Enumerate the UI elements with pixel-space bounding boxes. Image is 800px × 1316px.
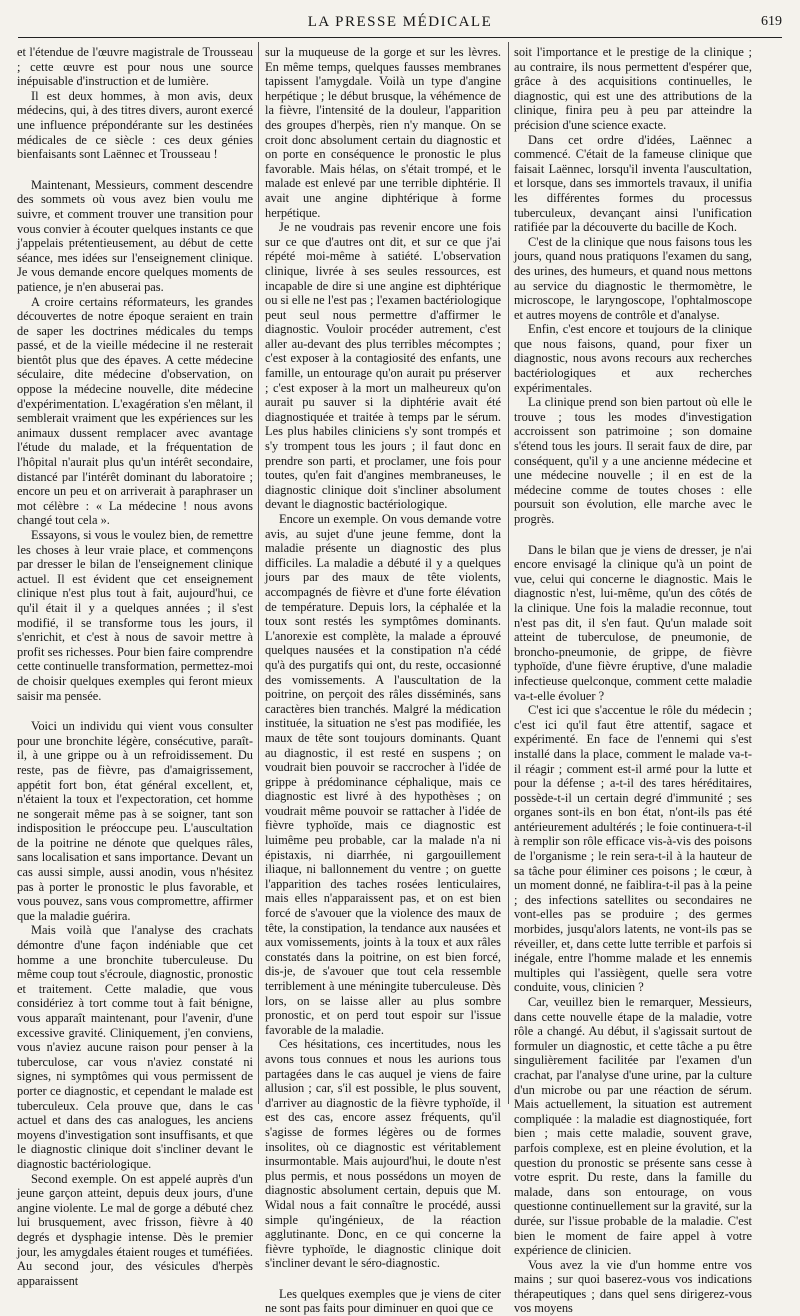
text-column (265, 45, 501, 1316)
text-column (17, 45, 254, 1288)
paragraph: A croire certains réformateurs, les grandes découvertes de notre époque seraient en train de saper les doctrines médicales du temps passé, et de la vieille médecine il ne resterait bientôt plus que des épaves. A cette médecine séculaire, dite médecine d'observation, on oppose la médecine nouvelle, dite médecine d'expérimentation. L'exagération s'en mêlant, il semblerait vraiment que les expériences sur les animaux dussent remplacer avec avantage l'étude du malade, et la fréquentation de l'hôpital n'aurait plus qu'un intérêt secondaire, distancé par l'intérêt dominant du laboratoire ; encore un peu et on arriverait à paraphraser un mot célèbre : « La médecine ! nous avons changé tout cela ». (17, 294, 253, 528)
column-divider (258, 42, 259, 1104)
paragraph: Voici un individu qui vient vous consulter pour une bronchite légère, consécutive, paraît-il, à une grippe ou à un refroidissement. Du reste, pas de fièvre, pas d'amaigrissement, appétit fort bon, état général excellent, et, n'étaient la toux et l'expectoration, cet homme ne songerait même pas à se soigner, tant son indisposition le préoccupe peu. L'auscultation de la poitrine ne dénote que quelques râles, sans localisation et sans importance. Devant un cas aussi simple, aussi anodin, vous n'hésitez pas à porter le pronostic le plus favorable, et vous pouvez, sans vous compromettre, affirmer que la maladie guérira. (17, 719, 253, 923)
header-rule (18, 37, 782, 38)
page-number: 619 (761, 14, 782, 29)
paragraph: Dans le bilan que je viens de dresser, je n'ai encore envisagé la clinique qu'à un point de vue, celui qui concerne le diagnostic. Mais le diagnostic n'est, lui-même, qu'un des côtés de la clinique. Une fois la maladie reconnue, tout n'est pas dit, il s'en faut. Qu'un malade soit atteint de tuberculose, de pneumonie, de broncho-pneumonie, de grippe, de fièvre typhoïde, d'une fièvre éruptive, d'une maladie infectieuse quelconque, comment cette maladie va-t-elle évoluer ? (514, 542, 752, 703)
paragraph: Second exemple. On est appelé auprès d'un jeune garçon atteint, depuis deux jours, d'une angine violente. Le mal de gorge a débuté chez lui brusquement, avec frisson, fièvre à 40 degrés et dysphagie intense. Dès le premier jour, les amygdales étaient rouges et tuméfiées. Au second jour, des vésicules d'herpès apparaissent (17, 1171, 253, 1288)
paragraph: Les quelques exemples que je viens de citer ne sont pas faits pour diminuer en quoi que ce (265, 1286, 501, 1316)
paragraph: Je ne voudrais pas revenir encore une fois sur ce que d'autres ont dit, et sur ce que j'ai répété moi-même à satiété. L'observation clinique, livrée à ses seules ressources, est incapable de dire si une angine est diphtérique ou si elle ne l'est pas ; l'examen bactériologique peut seul nous permettre d'affirmer le diagnostic. Vouloir procéder autrement, c'est aller au-devant des plus terribles mécomptes ; c'est exposer à la contagiosité des enfants, une famille, un entourage qu'on aurait pu préserver ; c'est exposer à la mort un malheureux qu'on aurait pu sauver si la diphtérie avait été diagnostiquée et traitée à temps par le sérum. Les plus habiles cliniciens s'y sont trompés et s'y trompent tous les jours ; il faut donc en prendre son parti, et proclamer, une fois pour toutes, qu'en fait d'angines membraneuses, le diagnostic clinique doit s'incliner absolument devant le diagnostic bactériologique. (265, 220, 501, 512)
paragraph: C'est de la clinique que nous faisons tous les jours, quand nous pratiquons l'examen du sang, des urines, des humeurs, et quand nous mettons au service du diagnostic le thermomètre, le microscope, le laryngoscope, l'ophtalmoscope et autres moyens de contrôle et d'analyse. (514, 234, 752, 322)
paragraph: et l'étendue de l'œuvre magistrale de Trousseau ; cette œuvre est pour nous une source inépuisable d'instruction et de lumière. (17, 45, 253, 89)
column-divider (508, 42, 509, 1104)
page-header (18, 14, 782, 36)
paragraph: Car, veuillez bien le remarquer, Messieurs, dans cette nouvelle étape de la maladie, votre rôle a changé. Au début, il s'agissait surtout de formuler un diagnostic, et cette tâche a pu être singulièrement facilitée par l'examen d'un crachat, par l'analyse d'une urine, par la culture d'un microbe ou par une réaction de sérum. Mais actuellement, la situation est autrement compliquée : la maladie est diagnostiquée, fort bien ; mais cette maladie, souvent grave, parfois complexe, est en pleine évolution, et la question du pronostic se présente sans cesse à votre esprit. Du reste, dans la famille du malade, dans son entourage, on vous questionne continuellement sur la gravité, sur la durée, sur l'issue probable de la maladie. C'est bien le moment de faire appel à votre expérience de clinicien. (514, 995, 752, 1258)
paragraph: Il est deux hommes, à mon avis, deux médecins, qui, à des titres divers, auront exercé une influence prépondérante sur les destinées médicales de ce siècle : ces deux génies bienfaisants sont Laënnec et Trousseau ! (17, 88, 253, 162)
paragraph: C'est ici que s'accentue le rôle du médecin ; c'est ici qu'il faut être attentif, sagace et expérimenté. En face de l'ennemi qui s'est installé dans la place, comment le malade va-t-il réagir ; comment est-il armé pour la lutte et pour la défense ; a-t-il des tares héréditaires, possède-t-il un certain degré d'immunité ; ses organes sont-ils en bon état, n'ont-ils pas été antérieurement adultérés ; le foie continuera-t-il à remplir son rôle efficace vis-à-vis des poisons de l'organisme ; le rein sera-t-il à la hauteur de sa tâche pour éliminer ces poisons ; le cœur, à un moment donné, ne faiblira-t-il pas à la peine ; des infections satellites ou secondaires ne vont-elles pas se produire ; des germes morbides, jusqu'alors latents, ne vont-ils pas se réveiller, et, dans cette lutte terrible et parfois si inégale, entre l'homme malade et les ennemis multiples qui l'assiègent, quelle sera votre conduite, vous, clinicien ? (514, 703, 752, 995)
journal-title: LA PRESSE MÉDICALE (307, 14, 493, 30)
paragraph: Dans cet ordre d'idées, Laënnec a commencé. C'était de la fameuse clinique que faisait Laënnec, lorsqu'il inventa l'auscultation, et lorsque, dans ses immortels travaux, il unifia les différentes formes du processus tuberculeux, devançant ainsi l'unification ratifiée par la découverte du bacille de Koch. (514, 132, 752, 235)
paragraph: Enfin, c'est encore et toujours de la clinique que nous faisons, quand, pour fixer un diagnostic, nous avons recours aux recherches bactériologiques et aux recherches expérimentales. (514, 322, 752, 395)
paragraph: sur la muqueuse de la gorge et sur les lèvres. En même temps, quelques fausses membranes tapissent l'amygdale. Voilà un type d'angine herpétique ; le début brusque, la véhémence de la fièvre, l'intensité de la douleur, l'apparition des groupes d'herpès, rien n'y manque. On se croit donc absolument certain du diagnostic et on porte en conséquence le pronostic le plus favorable. Mais hélas, on s'était trompé, et le malade est enlevé par une terrible diphtérie. Il avait une angine diphtérique à forme herpétique. (265, 45, 501, 220)
paragraph: Encore un exemple. On vous demande votre avis, au sujet d'une jeune femme, dont la maladie présente un diagnostic des plus difficiles. La maladie a débuté il y a quelques jours par des maux de tête violents, accompagnés de fièvre et d'une forte élévation de température. Depuis lors, la céphalée et la toux sont restés les symptômes dominants. L'anorexie est complète, la malade a éprouvé quelques nausées et la constipation n'a cédé qu'à des purgatifs qui ont, du reste, occasionné des vomissements. A l'auscultation de la poitrine, on perçoit des râles disséminés, sans caractères bien tranchés. Malgré la médication instituée, la situation ne s'est pas modifiée, les maux de tête sont toujours dominants. Quant au diagnostic, il est resté en suspens ; on voudrait bien pouvoir se raccrocher à l'idée de grippe à prédominance céphalique, mais ce diagnostic est livré à des hypothèses ; on voudrait même pouvoir se rattacher à l'idée de fièvre typhoïde, mais ce diagnostic est luimême peu probable, car la malade n'a ni épistaxis, ni diarrhée, ni gargouillement iliaque, ni ballonnement du ventre ; on guette l'apparition des taches rosées lenticulaires, mais elles n'apparaissent pas, et on est bien forcé de s'avouer que la violence des maux de tête, la constipation, la tendance aux nausées et aux vomissements, joints à la toux et aux râles constatés dans la poitrine, on est bien forcé, dis-je, de s'avouer que tout cela ressemble terriblement à une méningite tuberculeuse. Dès lors, on se laisse aller au plus sombre pronostic, et on perd tout espoir sur l'issue favorable de la maladie. (265, 512, 501, 1037)
paragraph: Ces hésitations, ces incertitudes, nous les avons tous connues et nous les aurions tous partagées dans le cas auquel je viens de faire allusion ; car, s'il est possible, le plus souvent, d'arriver au diagnostic de la fièvre typhoïde, il est des cas, encore assez fréquents, qu'il s'agisse de formes légères ou de formes insolites, où ce diagnostic est véritablement insurmontable. Mais aujourd'hui, le doute n'est plus permis, et nous possédons un moyen de diagnostic absolument certain, depuis que M. Widal nous a fait connaître le procédé, aussi simple qu'ingénieux, de la réaction agglutinante. Donc, en ce qui concerne la fièvre typhoïde, le diagnostic clinique doit s'incliner devant le séro-diagnostic. (265, 1037, 501, 1271)
paragraph: soit l'importance et le prestige de la clinique ; au contraire, ils nous permettent d'espérer que, grâce à des acquisitions continuelles, le diagnostic, qui est une des attributions de la clinique, finira peu à peu par atteindre la précision d'une science exacte. (514, 45, 752, 132)
paragraph: Vous avez la vie d'un homme entre vos mains ; sur quoi baserez-vous vos indications thérapeutiques ; dans quel sens dirigerez-vous vos moyens (514, 1257, 752, 1316)
paragraph: Mais voilà que l'analyse des crachats démontre d'une façon indéniable que cet homme a une bronchite tuberculeuse. Du même coup tout s'écroule, diagnostic, pronostic et traitement. Cette maladie, que vous considériez à tort comme tout à fait bénigne, vous apparaît maintenant, pour l'avenir, d'une excessive gravité. Cliniquement, j'en conviens, vous n'aviez aucune raison pour penser à la tuberculose, car vous n'aviez constaté ni signes, ni symptômes qui vous permissent de porter ce diagnostic, et cependant le malade est tuberculeux. Cela prouve que, dans le cas actuel et dans des cas analogues, les anciens moyens d'investigation sont insuffisants, et que le diagnostic clinique doit s'incliner devant le diagnostic bactériologique. (17, 923, 253, 1171)
paragraph: La clinique prend son bien partout où elle le trouve ; tous les modes d'investigation accroissent son patrimoine ; son domaine s'étend tous les jours. Il serait faux de dire, par conséquent, qu'il y a une ancienne médecine et une médecine nouvelle ; il en est de la médecine comme de toutes choses : elle poursuit son évolution, elle marche avec le progrès. (514, 395, 752, 526)
paragraph: Maintenant, Messieurs, comment descendre des sommets où vous avez bien voulu me suivre, et comment trouver une transition pour vous convier à écouter quelques instants ce que j'appelais prétentieusement, au début de cette séance, mes idées sur l'enseignement clinique. Je vous demande encore quelques moments de patience, je n'en abuserai pas. (17, 177, 253, 294)
paragraph: Essayons, si vous le voulez bien, de remettre les choses à leur vraie place, et commençons par dresser le bilan de l'enseignement clinique actuel. Il est évident que cet enseignement clinique n'est plus tout à fait, aujourd'hui, ce qu'il était il y a quelques années ; il s'est modifié, il se transforme tous les jours, il s'enrichit, et c'est à nous de savoir mettre à profit ses richesses. Pour bien faire comprendre cette continuelle transformation, permettez-moi de choisir quelques exemples qui feront mieux saisir ma pensée. (17, 528, 254, 703)
text-column (514, 45, 752, 1316)
